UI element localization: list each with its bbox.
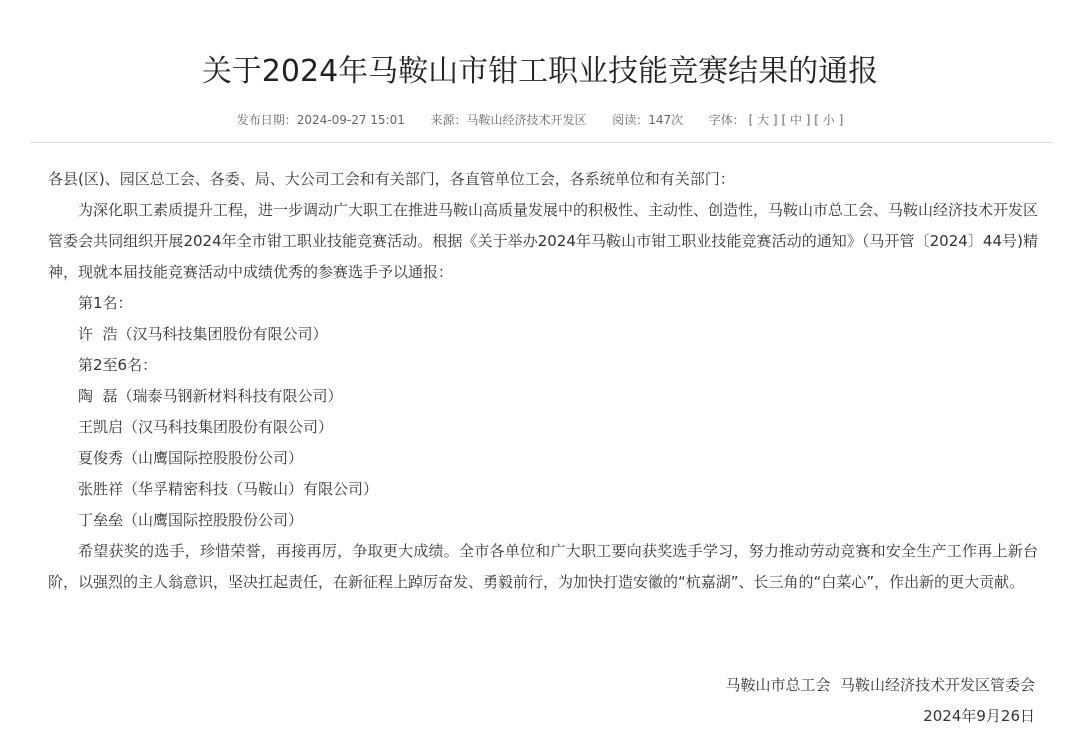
salutation: 各县(区)、园区总工会、各委、局、大公司工会和有关部门，各直管单位工会，各系统单位和有关部门： [48,170,735,188]
source-label: 来源： [430,113,467,127]
views-label: 阅读： [612,113,649,127]
publish-date: 2024-09-27 15:01 [296,113,405,127]
header-divider [30,142,1052,143]
article-body [48,164,1038,598]
winner-entry: 夏俊秀（山鹰国际控股股份公司） [78,449,304,467]
winner-entry: 丁垒垒（山鹰国际控股股份公司） [78,511,304,529]
font-size-label: 字体： [708,113,745,127]
first-place-heading: 第1名： [78,294,133,312]
winner-entry: 陶 磊（瑞泰马钢新材料科技有限公司） [78,387,343,405]
second-place-heading: 第2至6名： [78,356,158,374]
closing-paragraph: 希望获奖的选手，珍惜荣誉，再接再厉，争取更大成绩。全市各单位和广大职工要向获奖选手学习，努力推动劳动竞赛和安全生产工作再上新台阶，以强烈的主人翁意识，坚决扛起责任，在新征程上踔厉奋发、勇毅前行，为加快打造安徽的“杭嘉湖”、长三角的“白菜心”，作出新的更大贡献。 [48,542,1038,591]
intro-paragraph: 为深化职工素质提升工程，进一步调动广大职工在推进马鞍山高质量发展中的积极性、主动性、创造性，马鞍山市总工会、马鞍山经济技术开发区管委会共同组织开展2024年全市钳工职业技能竞赛活动。根据《关于举办2024年马鞍山市钳工职业技能竞赛活动的通知》（马开管〔2024〕44号)精神，现就本届技能竞赛活动中成绩优秀的参赛选手予以通报： [48,201,1039,281]
signature-orgs: 马鞍山市总工会 马鞍山经济技术开发区管委会 [725,676,1035,694]
article-meta [0,110,1080,130]
font-size-small-button[interactable]: [ 小 ] [814,113,844,127]
views-count: 147次 [648,113,684,127]
source: 马鞍山经济技术开发区 [466,113,587,127]
winner-entry: 许 浩（汉马科技集团股份有限公司） [78,325,328,343]
font-size-medium-button[interactable]: [ 中 ] [781,113,811,127]
signature-date: 2024年9月26日 [923,707,1035,725]
winner-entry: 张胜祥（华孚精密科技（马鞍山）有限公司） [78,480,379,498]
winner-entry: 王凯启（汉马科技集团股份有限公司） [78,418,334,436]
font-size-large-button[interactable]: [ 大 ] [748,113,778,127]
publish-date-label: 发布日期： [236,113,297,127]
signature-block [725,670,1035,732]
article-title: 关于2024年马鞍山市钳工职业技能竞赛结果的通报 [201,54,879,89]
